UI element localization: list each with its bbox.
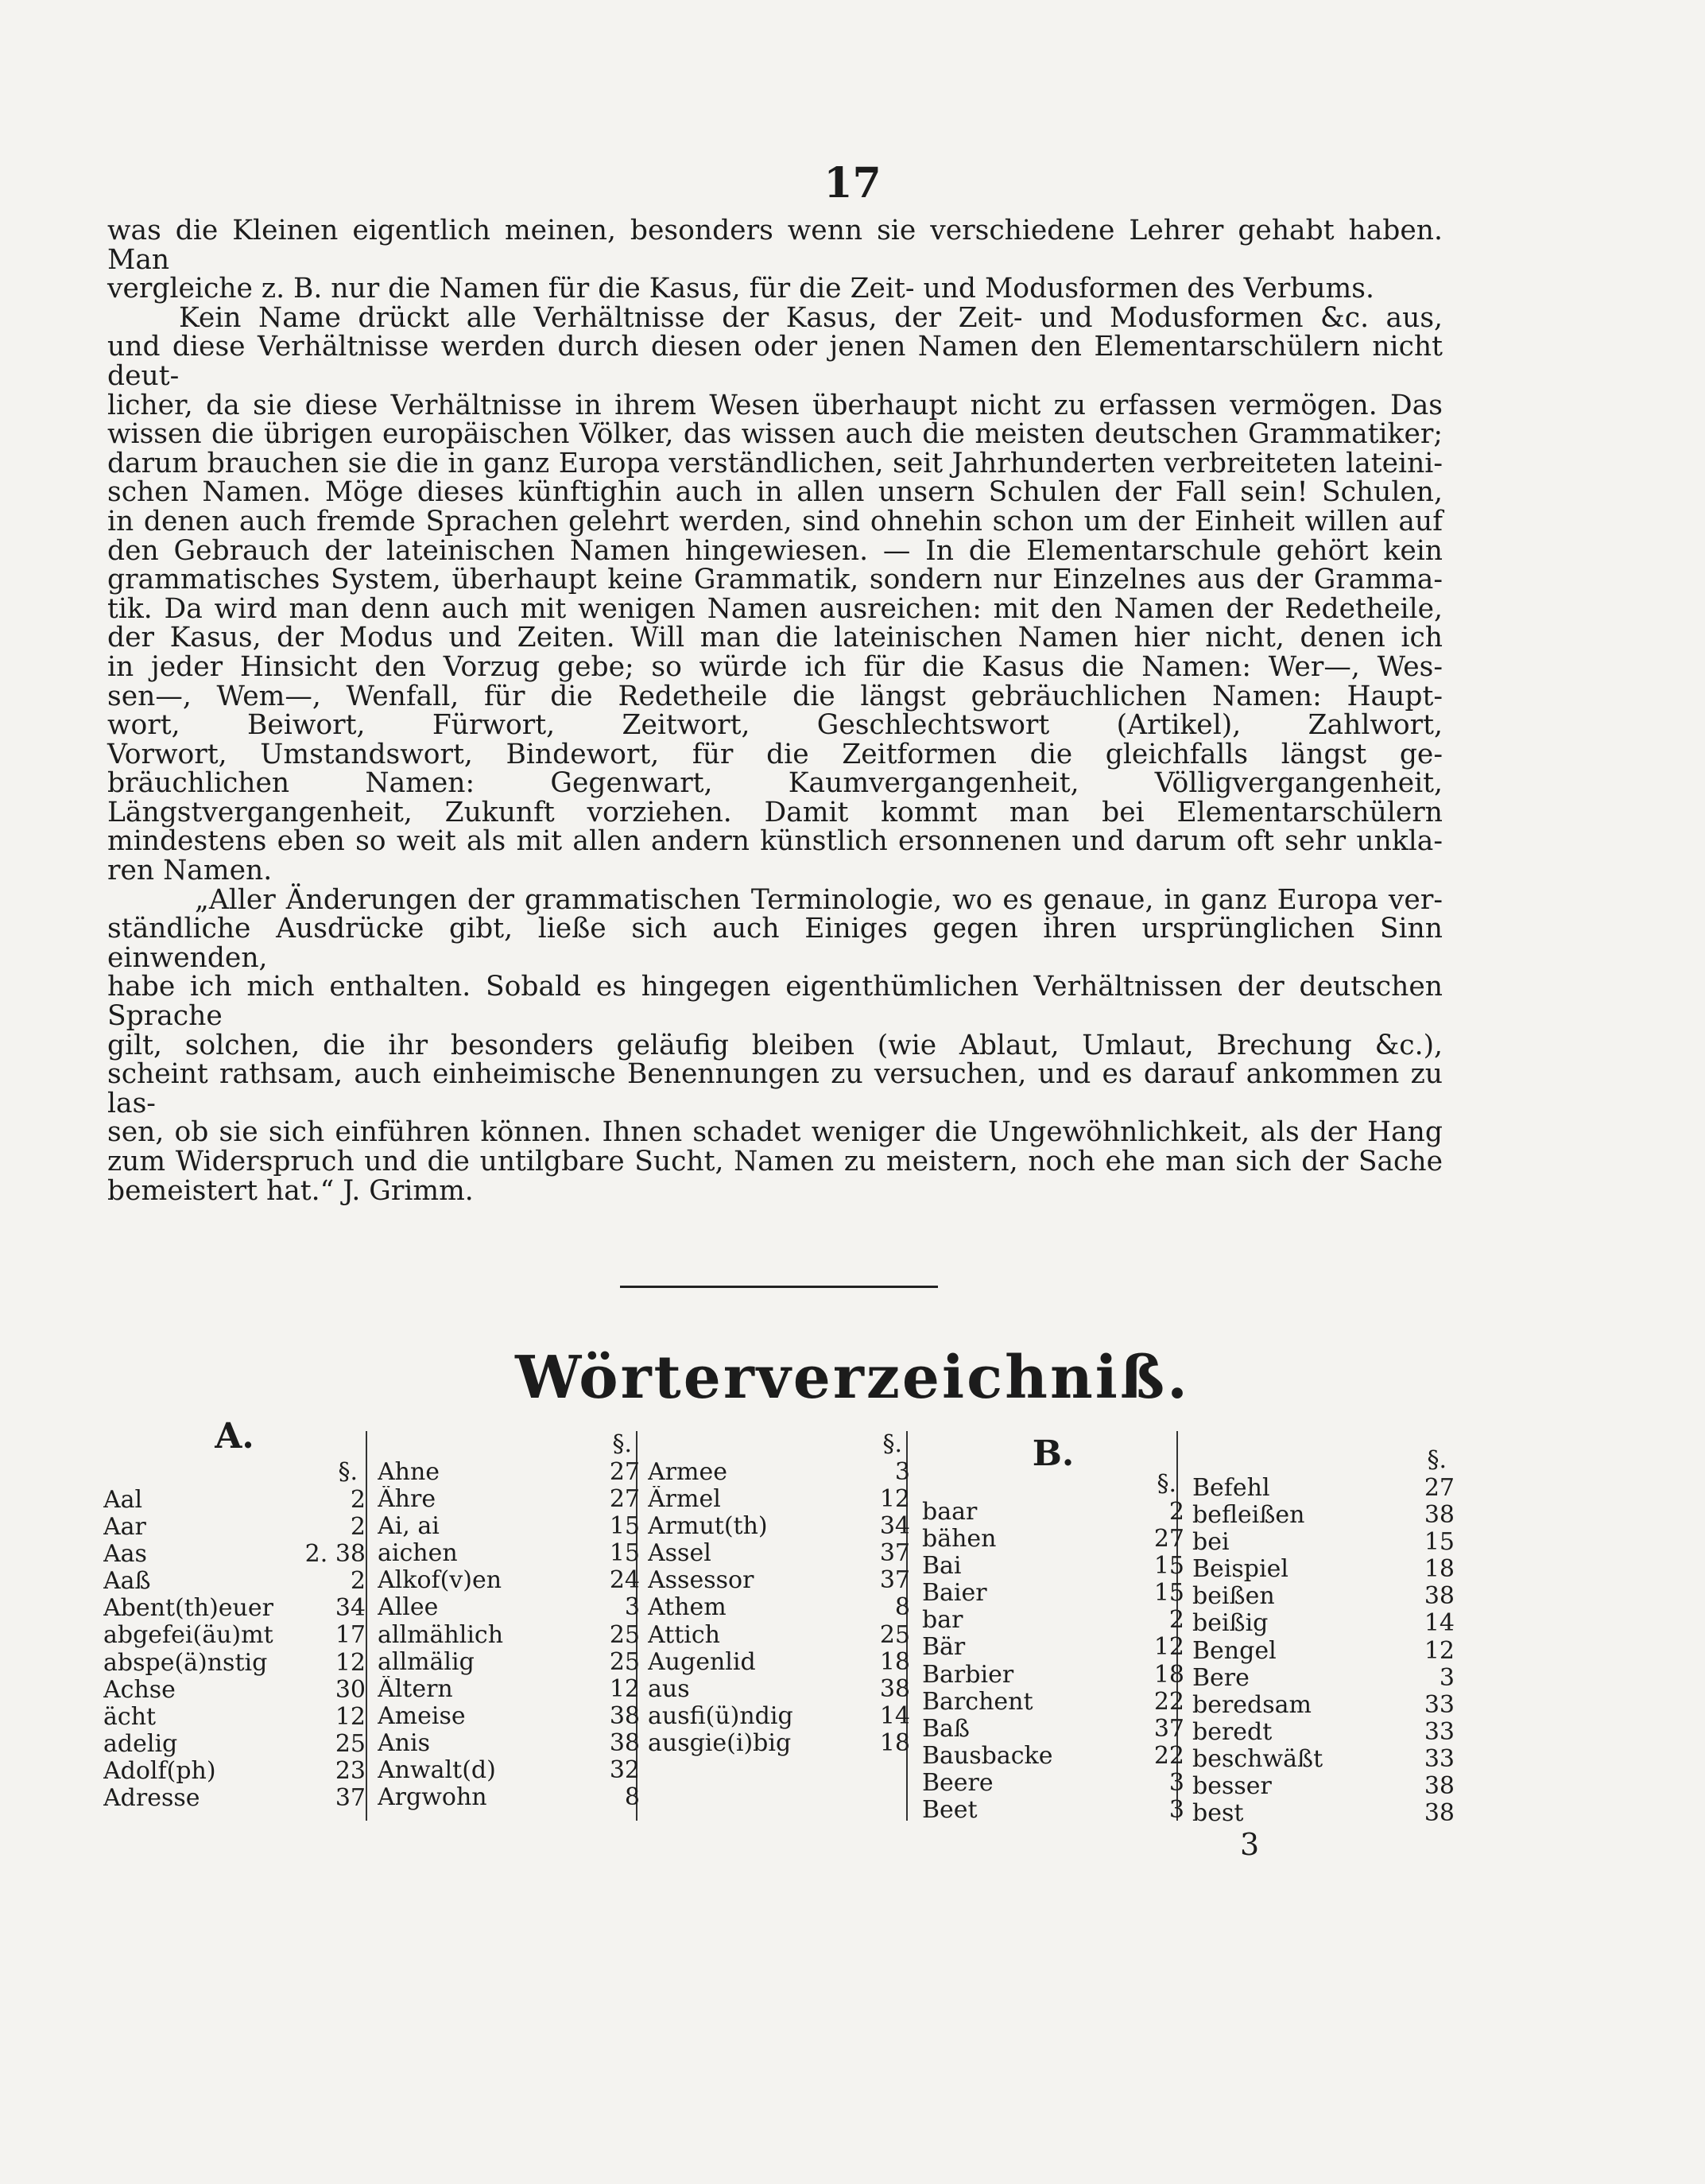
text-line: bräuchlichen Namen: Gegenwart, Kaumvergangenheit, Völligvergangenheit,	[107, 767, 1443, 800]
index-word: Ameise	[378, 1702, 466, 1730]
index-entry	[1192, 1800, 1455, 1827]
index-section-number: 24	[609, 1566, 640, 1595]
index-letter-heading: A.	[215, 1416, 254, 1457]
text-line: sen, ob sie sich einführen können. Ihnen schadet weniger die Ungewöhnlichkeit, als der Hang	[107, 1116, 1443, 1149]
index-section-number: 27	[1424, 1474, 1455, 1502]
index-entry	[648, 1459, 910, 1486]
index-word: Bai	[922, 1553, 962, 1581]
index-section-number: 27	[609, 1485, 640, 1514]
index-entry	[378, 1730, 640, 1757]
text-line: wissen die übrigen europäischen Völker, das wissen auch die meisten deutschen Grammatiker;	[107, 418, 1443, 451]
index-word: Athem	[648, 1594, 727, 1622]
index-word: beschwäßt	[1192, 1745, 1323, 1773]
page-number: 17	[823, 159, 882, 208]
index-section-number: 37	[335, 1784, 366, 1813]
index-entry	[103, 1785, 366, 1812]
index-section-number: 34	[335, 1594, 366, 1623]
index-word: Adresse	[103, 1785, 200, 1813]
index-section-number: 12	[1424, 1636, 1455, 1665]
text-line: Längstvergangenheit, Zukunft vorziehen. Damit kommt man bei Elementarschülern	[107, 796, 1443, 828]
text-line: zum Widerspruch und die untilgbare Sucht, Namen zu meistern, noch ehe man sich der Sache	[107, 1146, 1443, 1177]
index-word: Armut(th)	[648, 1513, 768, 1541]
index-section-number: 15	[1153, 1552, 1184, 1581]
index-section-number: 37	[1153, 1714, 1184, 1743]
text-line: Vorwort, Umstandswort, Bindewort, für die Zeitformen die gleichfalls längst ge-	[107, 738, 1443, 770]
index-word: Barbier	[922, 1661, 1014, 1689]
index-word: Ahne	[378, 1459, 440, 1486]
index-word: bei	[1192, 1529, 1230, 1557]
index-word: Ähre	[378, 1486, 436, 1514]
index-entry	[922, 1770, 1184, 1797]
index-section-number: 38	[1424, 1582, 1455, 1611]
index-section-number: 17	[335, 1621, 366, 1650]
index-word: Aar	[103, 1514, 146, 1542]
index-word: Allee	[378, 1594, 439, 1622]
index-section-number: 33	[1424, 1690, 1455, 1719]
index-entry	[103, 1487, 366, 1514]
index-section-number: 3	[1439, 1663, 1455, 1692]
index-entry	[922, 1553, 1184, 1580]
index-section-number: 32	[609, 1756, 640, 1785]
index-entry	[103, 1595, 366, 1622]
text-line: ren Namen.	[107, 855, 273, 887]
index-section-number: 3	[624, 1593, 640, 1622]
index-section-number: 37	[879, 1539, 910, 1568]
index-entry	[378, 1540, 640, 1567]
index-section-number: 38	[1424, 1799, 1455, 1828]
text-line: ständliche Ausdrücke gibt, ließe sich auch Einiges gegen ihren ursprünglichen Sinn einwenden,	[107, 913, 1443, 974]
text-line: und diese Verhältnisse werden durch diesen oder jenen Namen den Elementarschülern nicht deut-	[107, 331, 1443, 392]
index-word: allmählich	[378, 1621, 504, 1649]
index-section-number: 12	[335, 1702, 366, 1731]
index-section-number: 37	[879, 1566, 910, 1595]
index-entry	[1192, 1665, 1455, 1692]
index-title: Wörterverzeichniß.	[515, 1344, 1190, 1412]
text-line: in denen auch fremde Sprachen gelehrt werden, sind ohnehin schon um der Einheit willen auf	[107, 505, 1443, 537]
index-section-number: 25	[335, 1729, 366, 1758]
index-entry	[648, 1676, 910, 1703]
index-entry	[922, 1743, 1184, 1770]
index-word: beredsam	[1192, 1691, 1312, 1719]
text-line: scheint rathsam, auch einheimische Benennungen zu versuchen, und es darauf ankommen zu las-	[107, 1058, 1443, 1119]
index-entry	[922, 1607, 1184, 1634]
index-entry	[922, 1662, 1184, 1689]
index-section-number: 2. 38	[304, 1540, 366, 1569]
index-section-number: 33	[1424, 1744, 1455, 1773]
index-word: Assessor	[648, 1567, 754, 1595]
index-word: Aal	[103, 1487, 143, 1514]
index-word: Anwalt(d)	[378, 1757, 496, 1785]
index-word: Barchent	[922, 1688, 1033, 1716]
index-entry	[103, 1568, 366, 1595]
index-entry	[378, 1703, 640, 1730]
index-entry	[922, 1797, 1184, 1824]
index-word: Augenlid	[648, 1648, 756, 1676]
index-entry	[1192, 1746, 1455, 1773]
index-section-number: 12	[879, 1485, 910, 1514]
index-section-number: 38	[1424, 1772, 1455, 1801]
index-section-number: 15	[1424, 1528, 1455, 1557]
index-word: Beet	[922, 1797, 978, 1825]
index-word: Bengel	[1192, 1637, 1277, 1665]
index-section-number: 8	[624, 1783, 640, 1812]
text-line: den Gebrauch der lateinischen Namen hingewiesen. — In die Elementarschule gehört kein	[107, 534, 1443, 567]
index-word: befleißen	[1192, 1502, 1305, 1530]
index-entry	[103, 1514, 366, 1541]
section-divider	[620, 1286, 938, 1288]
index-section-number: 30	[335, 1675, 366, 1704]
index-entry	[378, 1784, 640, 1811]
index-word: Baß	[922, 1715, 970, 1743]
index-section-number: 33	[1424, 1717, 1455, 1746]
index-section-number: 22	[1153, 1687, 1184, 1716]
signature-mark: 3	[1240, 1827, 1260, 1862]
body-text	[107, 216, 1443, 1205]
index-entry	[103, 1541, 366, 1568]
index-section-number: 27	[609, 1458, 640, 1486]
index-entry	[378, 1459, 640, 1486]
text-line: gilt, solchen, die ihr besonders geläufig bleiben (wie Ablaut, Umlaut, Brechung &c.),	[107, 1029, 1443, 1061]
index-section-number: 3	[1168, 1796, 1184, 1825]
index-entry	[648, 1594, 910, 1621]
index-word: besser	[1192, 1773, 1272, 1801]
text-line: vergleiche z. B. nur die Namen für die Kasus, für die Zeit- und Modusformen des Verbums.	[107, 273, 1374, 305]
index-entry	[1192, 1773, 1455, 1800]
index-word: beißig	[1192, 1610, 1269, 1638]
index-section-number: 15	[609, 1539, 640, 1568]
index-entry	[103, 1622, 366, 1649]
text-line: „Aller Änderungen der grammatischen Terminologie, wo es genaue, in ganz Europa ver-	[195, 883, 1443, 916]
index-entry	[103, 1650, 366, 1677]
index-word: allmälig	[378, 1648, 475, 1676]
index-entry	[1192, 1475, 1455, 1502]
index-section-number: 15	[1153, 1579, 1184, 1608]
index-section-number: 2	[350, 1567, 366, 1596]
index-section-number: 34	[879, 1512, 910, 1541]
index-section-number: 25	[879, 1620, 910, 1649]
text-line: wort, Beiwort, Fürwort, Zeitwort, Geschlechtswort (Artikel), Zahlwort,	[107, 709, 1443, 742]
index-entry	[103, 1677, 366, 1704]
text-line: mindestens eben so weit als mit allen andern künstlich ersonnenen und darum oft sehr unkla-	[107, 825, 1443, 858]
index-word: Aas	[103, 1541, 147, 1569]
index-word: ausgie(i)big	[648, 1729, 792, 1757]
index-entry	[1192, 1610, 1455, 1637]
index-word: Beere	[922, 1769, 994, 1797]
index-word: Assel	[648, 1540, 711, 1568]
index-word: best	[1192, 1800, 1244, 1828]
index-section-number: 2	[1168, 1498, 1184, 1526]
index-entry	[648, 1540, 910, 1567]
text-line: Kein Name drückt alle Verhältnisse der Kasus, der Zeit- und Modusformen &c. aus,	[179, 301, 1443, 334]
index-word: Anis	[378, 1729, 430, 1757]
index-entry	[648, 1649, 910, 1676]
index-section-number: 14	[1424, 1609, 1455, 1638]
index-section-number: 2	[350, 1486, 366, 1514]
index-word: Armee	[648, 1459, 727, 1486]
index-word: Befehl	[1192, 1475, 1270, 1502]
index-section-number: 18	[879, 1728, 910, 1757]
index-word: Baier	[922, 1580, 987, 1608]
index-section-number: 22	[1153, 1741, 1184, 1770]
index-section-number: 27	[1153, 1525, 1184, 1554]
section-mark: §.	[882, 1430, 902, 1458]
index-entry	[103, 1731, 366, 1758]
index-word: Ärmel	[648, 1486, 721, 1514]
index-entry	[1192, 1556, 1455, 1583]
index-section-number: 23	[335, 1756, 366, 1785]
index-word: bar	[922, 1607, 963, 1635]
index-entry	[1192, 1719, 1455, 1746]
index-entry	[378, 1622, 640, 1649]
text-line: bemeistert hat.“ J. Grimm.	[107, 1174, 474, 1207]
text-line: sen—, Wem—, Wenfall, für die Redetheile die längst gebräuchlichen Namen: Haupt-	[107, 680, 1443, 712]
text-line: habe ich mich enthalten. Sobald es hingegen eigenthümlichen Verhältnissen der deutschen Sprache	[107, 971, 1443, 1033]
index-entry	[103, 1704, 366, 1731]
index-word: abspe(ä)nstig	[103, 1649, 268, 1677]
index-entry	[648, 1730, 910, 1757]
index-entry	[378, 1567, 640, 1594]
section-mark: §.	[1427, 1446, 1447, 1474]
index-word: Alkof(v)en	[378, 1567, 502, 1595]
index-entry	[922, 1634, 1184, 1661]
index-word: bähen	[922, 1526, 997, 1554]
index-word: ausfi(ü)ndig	[648, 1702, 793, 1730]
index-entry	[378, 1649, 640, 1676]
index-word: adelig	[103, 1730, 178, 1758]
index-word: abgefei(äu)mt	[103, 1622, 273, 1650]
index-entry	[378, 1513, 640, 1540]
index-entry	[378, 1676, 640, 1703]
word-index	[0, 1416, 1705, 1837]
text-line: schen Namen. Möge dieses künftighin auch in allen unsern Schulen der Fall sein! Schulen,	[107, 476, 1443, 509]
index-section-number: 2	[1168, 1606, 1184, 1635]
index-entry	[648, 1486, 910, 1513]
index-entry	[648, 1513, 910, 1540]
index-entry	[1192, 1583, 1455, 1610]
text-line: licher, da sie diese Verhältnisse in ihrem Wesen überhaupt nicht zu erfassen vermögen. Das	[107, 389, 1443, 421]
index-entry	[922, 1499, 1184, 1526]
index-section-number: 18	[879, 1647, 910, 1676]
index-section-number: 8	[894, 1593, 910, 1622]
index-entry	[1192, 1502, 1455, 1529]
index-entry	[648, 1703, 910, 1730]
index-entry	[922, 1580, 1184, 1607]
index-section-number: 12	[609, 1674, 640, 1703]
section-mark: §.	[338, 1458, 358, 1486]
index-section-number: 14	[879, 1701, 910, 1730]
index-word: Bär	[922, 1634, 966, 1662]
index-entry	[1192, 1529, 1455, 1556]
index-word: ächt	[103, 1703, 157, 1731]
index-section-number: 38	[1424, 1501, 1455, 1530]
index-entry	[922, 1716, 1184, 1743]
index-entry	[922, 1689, 1184, 1716]
index-entry	[1192, 1638, 1455, 1665]
index-section-number: 38	[609, 1701, 640, 1730]
index-word: Ältern	[378, 1675, 453, 1703]
text-line: darum brauchen sie die in ganz Europa verständlichen, seit Jahrhunderten verbreiteten lateini-	[107, 447, 1443, 479]
index-word: baar	[922, 1499, 978, 1526]
index-word: aus	[648, 1675, 690, 1703]
index-entry	[378, 1486, 640, 1513]
index-entry	[648, 1622, 910, 1649]
index-entry	[1192, 1692, 1455, 1719]
index-section-number: 18	[1153, 1660, 1184, 1689]
index-word: beißen	[1192, 1583, 1275, 1611]
index-entry	[648, 1567, 910, 1594]
index-word: Bausbacke	[922, 1742, 1053, 1770]
index-entry	[378, 1757, 640, 1784]
index-word: Beispiel	[1192, 1556, 1288, 1584]
index-word: beredt	[1192, 1718, 1273, 1746]
section-mark: §.	[1157, 1470, 1176, 1498]
text-line: der Kasus, der Modus und Zeiten. Will man die lateinischen Namen hier nicht, denen ich	[107, 622, 1443, 654]
text-line: in jeder Hinsicht den Vorzug gebe; so würde ich für die Kasus die Namen: Wer—, Wes-	[107, 650, 1443, 683]
index-word: aichen	[378, 1540, 458, 1568]
index-section-number: 25	[609, 1647, 640, 1676]
index-section-number: 2	[350, 1513, 366, 1542]
section-mark: §.	[612, 1430, 632, 1458]
text-line: grammatisches System, überhaupt keine Grammatik, sondern nur Einzelnes aus der Gramma-	[107, 564, 1443, 596]
text-line: was die Kleinen eigentlich meinen, besonders wenn sie verschiedene Lehrer gehabt haben. Man	[107, 215, 1443, 276]
index-entry	[922, 1526, 1184, 1553]
index-section-number: 15	[609, 1512, 640, 1541]
index-section-number: 38	[609, 1728, 640, 1757]
index-word: Ai, ai	[378, 1513, 440, 1541]
index-section-number: 12	[1153, 1633, 1184, 1662]
text-line: tik. Da wird man denn auch mit wenigen Namen ausreichen: mit den Namen der Redetheile,	[107, 592, 1443, 625]
index-section-number: 3	[894, 1458, 910, 1486]
index-word: Abent(th)euer	[103, 1595, 273, 1623]
index-section-number: 3	[1168, 1768, 1184, 1797]
index-section-number: 12	[335, 1648, 366, 1677]
index-word: Bere	[1192, 1664, 1250, 1692]
index-word: Argwohn	[378, 1784, 487, 1812]
index-word: Aaß	[103, 1568, 151, 1596]
index-entry	[103, 1758, 366, 1785]
index-word: Adolf(ph)	[103, 1757, 216, 1785]
index-word: Achse	[103, 1676, 176, 1704]
index-section-number: 38	[879, 1674, 910, 1703]
index-letter-heading: B.	[1032, 1433, 1075, 1474]
index-word: Attich	[648, 1621, 720, 1649]
index-section-number: 18	[1424, 1555, 1455, 1584]
index-section-number: 25	[609, 1620, 640, 1649]
index-entry	[378, 1594, 640, 1621]
